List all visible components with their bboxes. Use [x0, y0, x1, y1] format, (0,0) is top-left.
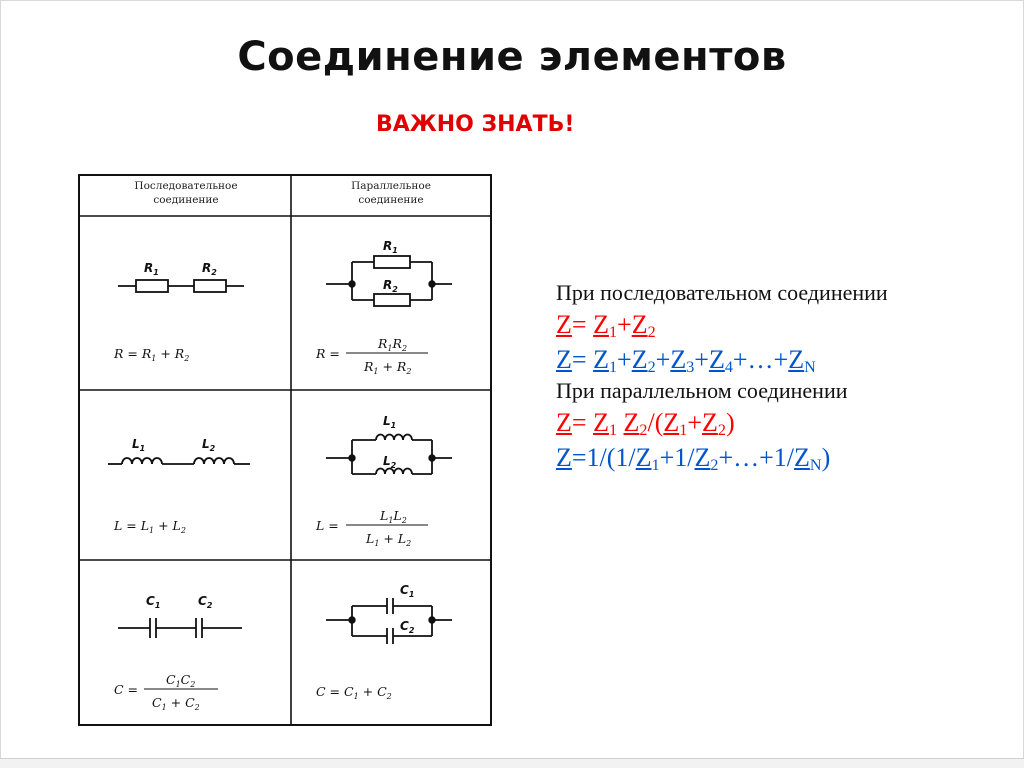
parallel-connection-label: При параллельном соединении [556, 378, 848, 404]
label-r1-series: $R_1$ [144, 261, 159, 277]
label-c2-parallel: $C_2$ [400, 619, 415, 635]
svg-text:L =: L = [316, 518, 339, 533]
label-l2-series: $L_2$ [202, 437, 216, 453]
slide-title: Соединение элементов [237, 34, 787, 80]
parallel-capacitors-diagram [326, 598, 452, 644]
formula-series-two: $Z= Z_1+Z_2$ [556, 310, 656, 342]
series-resistors-diagram [118, 280, 244, 292]
formula-parallel-two: $Z= Z_1$ $Z_2/(Z_1+Z_2)$ [556, 408, 735, 440]
svg-text:R = R1 + R2: $R = R_1 + R_2$ [114, 346, 190, 363]
svg-text:R1 + R2: $R_1 + R_2$ [364, 359, 412, 376]
header-series-line1: Последовательное [134, 180, 238, 192]
series-inductors-diagram [108, 458, 250, 464]
label-l1-series: $L_1$ [132, 437, 146, 453]
formula-block [556, 278, 888, 475]
formula-series-n: $Z= Z_1+Z_2+Z_3+Z_4+\dots+Z_N$ [556, 345, 816, 377]
formula-parallel-capacitance [316, 684, 392, 701]
label-c1-parallel: $C_1$ [400, 583, 415, 599]
formula-parallel-inductance [315, 508, 428, 548]
formula-parallel-resistance [315, 336, 428, 376]
series-connection-label: При последовательном соединении [556, 280, 888, 305]
slide-subtitle: ВАЖНО ЗНАТЬ! [376, 112, 575, 137]
svg-text:R1R2: $R_1R_2$ [378, 336, 408, 353]
formula-series-capacitance [114, 672, 218, 712]
series-capacitors-diagram [118, 618, 242, 638]
formula-series-resistance [113, 346, 189, 363]
label-c2-series: $C_2$ [198, 594, 213, 610]
label-l2-parallel: $L_2$ [383, 454, 397, 470]
label-r1-parallel: $R_1$ [383, 239, 398, 255]
header-series-line2: соединение [153, 194, 219, 206]
formula-parallel-n: $Z=1/(1/Z_1+1/Z_2+\dots+1/Z_N)$ [556, 443, 831, 475]
connection-table-figure [78, 172, 492, 727]
header-parallel-line2: соединение [358, 194, 424, 206]
svg-text:L1 + L2: $L_1 + L_2$ [366, 531, 412, 548]
header-parallel-line1: Параллельное [351, 180, 431, 192]
svg-text:R =: R = [316, 346, 340, 361]
svg-text:L = L1 + L2: $L = L_1 + L_2$ [114, 518, 186, 535]
svg-text:L1L2: $L_1L_2$ [380, 508, 407, 525]
svg-text:C1 + C2: $C_1 + C_2$ [152, 695, 200, 712]
label-c1-series: $C_1$ [146, 594, 161, 610]
svg-text:C1C2: $C_1C_2$ [166, 672, 196, 689]
svg-text:C =: C = [114, 682, 139, 697]
label-r2-series: $R_2$ [202, 261, 217, 277]
svg-text:C = C1 + C2: $C = C_1 + C_2$ [316, 684, 392, 701]
label-r2-parallel: $R_2$ [383, 278, 398, 294]
label-l1-parallel: $L_1$ [383, 414, 397, 430]
formula-series-inductance [113, 518, 186, 535]
